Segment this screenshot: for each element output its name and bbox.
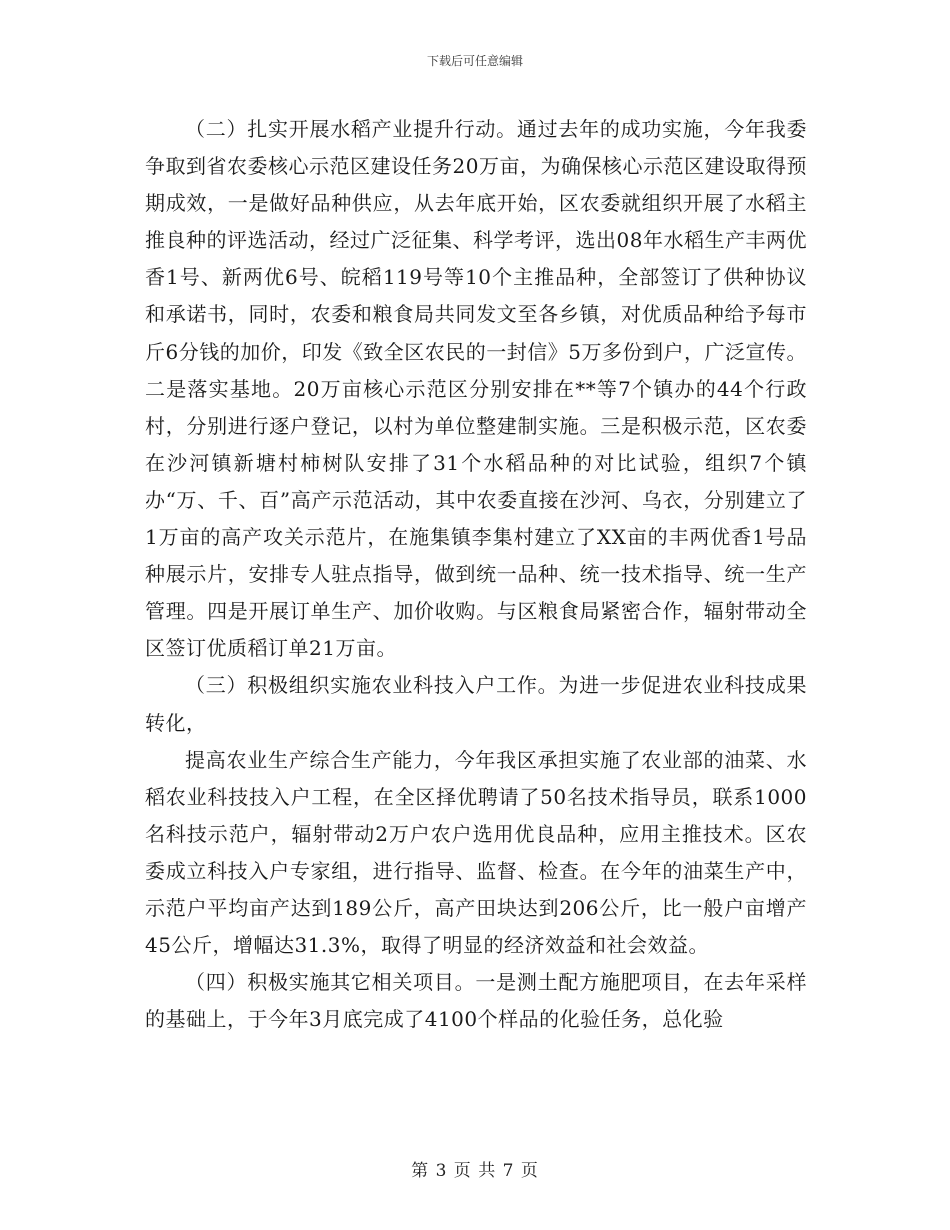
paragraph-tech-outreach: 提高农业生产综合生产能力，今年我区承担实施了农业部的油菜、水稻农业科技技入户工程，在全区择优聘请了50名技术指导员，联系1000名科技示范户，辐射带动2万户农户选用优良品种，应用主推技术。区农委成立科技入户专家组，进行指导、监督、检查。在今年的油菜生产中，示范户平均亩产达到189公斤，高产田块达到206公斤，比一般户亩增产45公斤，增幅达31.3%，取得了明显的经济效益和社会效益。 — [145, 747, 807, 958]
page-header: 下载后可任意编辑 — [426, 54, 523, 68]
paragraph-rice-industry: （二）扎实开展水稻产业提升行动。通过去年的成功实施，今年我委争取到省农委核心示范区建设任务20万亩，为确保核心示范区建设取得预期成效，一是做好品种供应，从去年底开始，区农委就组织开展了水稻主推良种的评选活动，经过广泛征集、科学考评，选出08年水稻生产丰两优香1号、新两优6号、皖稻119号等10个主推品种，全部签订了供种协议和承诺书，同时，农委和粮食局共同发文至各乡镇，对优质品种给予每市斤6分钱的加价，印发《致全区农民的一封信》5万多份到户，广泛宣传。二是落实基地。20万亩核心示范区分别安排在**等7个镇办的44个行政村，分别进行逐户登记，以村为单位整建制实施。三是积极示范，区农委在沙河镇新塘村柿树队安排了31个水稻品种的对比试验，组织7个镇办“万、千、百”高产示范活动，其中农委直接在沙河、乌衣，分别建立了1万亩的高产攻关示范片，在施集镇李集村建立了XX亩的丰两优香1号品种展示片，安排专人驻点指导，做到统一品种、统一技术指导、统一生产管理。四是开展订单生产、加价收购。与区粮食局紧密合作，辐射带动全区签订优质稻订单21万亩。 — [145, 117, 807, 661]
paragraph-other-projects: （四）积极实施其它相关项目。一是测土配方施肥项目，在去年采样的基础上，于今年3月底完成了4100个样品的化验任务，总化验 — [145, 970, 807, 1032]
document-body — [145, 111, 807, 1038]
paragraph-tech-outreach-intro: （三）积极组织实施农业科技入户工作。为进一步促进农业科技成果转化， — [145, 673, 807, 735]
page-footer: 第 3 页 共 7 页 — [411, 1161, 539, 1181]
